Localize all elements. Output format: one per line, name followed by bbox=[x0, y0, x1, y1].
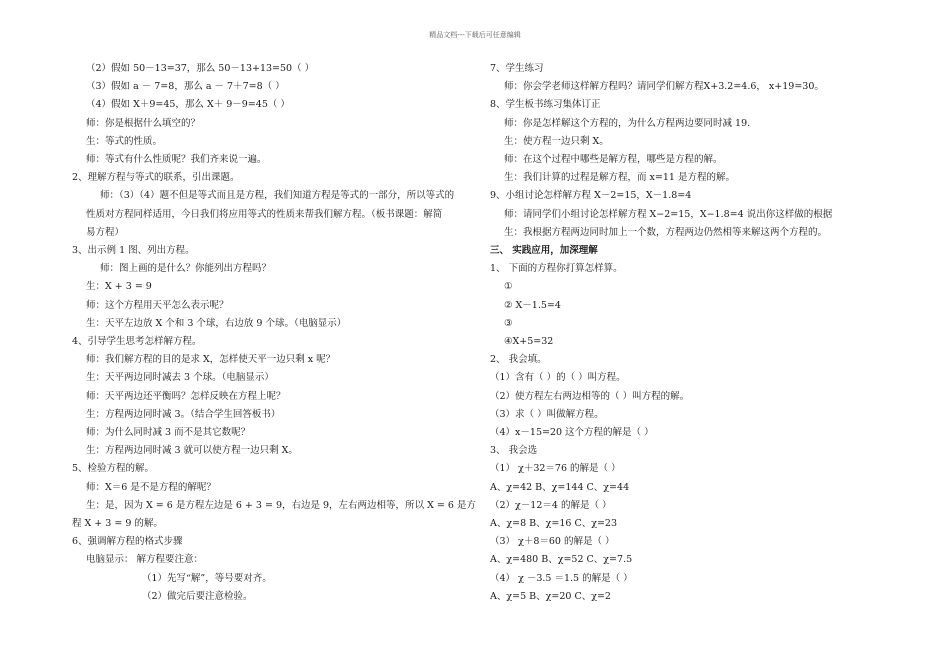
text-line: （2）做完后要注意检验。 bbox=[142, 590, 253, 602]
text-line: 6、强调解方程的格式步骤 bbox=[72, 536, 183, 548]
text-line: （1） χ＋32＝76 的解是（ ） bbox=[490, 463, 621, 475]
text-line: （3） χ＋8＝60 的解是（ ） bbox=[490, 536, 615, 548]
text-line: 师：（3）（4）题不但是等式而且是方程，我们知道方程是等式的一部分，所以等式的 bbox=[100, 190, 455, 202]
text-line: 生：X + 3 = 9 bbox=[86, 281, 152, 293]
text-line: 师：图上画的是什么？你能列出方程吗？ bbox=[100, 263, 272, 275]
text-line: 1、 下面的方程你打算怎样算。 bbox=[490, 263, 623, 275]
text-line: （1）含有（ ）的（ ）叫方程。 bbox=[490, 372, 626, 384]
text-line: （4）假如 X＋9=45，那么 X＋ 9－9=45（ ） bbox=[86, 99, 290, 111]
text-line: 师：这个方程用天平怎么表示呢？ bbox=[86, 299, 229, 311]
text-line: 易方程） bbox=[86, 226, 125, 238]
text-line: 2、 我会填。 bbox=[490, 354, 547, 366]
text-line: 程 X + 3 = 9 的解。 bbox=[72, 518, 163, 530]
text-line: （4）x－15=20 这个方程的解是（ ） bbox=[490, 427, 654, 439]
text-line: （2）使方程左右两边相等的（ ）叫方程的解。 bbox=[490, 390, 690, 402]
text-line: 师：你会学老师这样解方程吗？请同学们解方程X+3.2=4.6， x+19=30。 bbox=[504, 81, 824, 93]
text-line: 2、理解方程与等式的联系，引出课题。 bbox=[72, 172, 240, 184]
text-line: 生：方程两边同时减 3。（结合学生回答板书） bbox=[86, 408, 281, 420]
text-line: ③ bbox=[504, 317, 513, 329]
text-line: 师：天平两边还平衡吗？怎样反映在方程上呢？ bbox=[86, 390, 286, 402]
text-line: 师：我们解方程的目的是求 X，怎样使天平一边只剩 x 呢？ bbox=[86, 354, 336, 366]
text-line: 生：等式的性质。 bbox=[86, 135, 163, 147]
text-line: （3）假如 a － 7=8，那么 a － 7＋7=8（ ） bbox=[86, 81, 285, 93]
left-column bbox=[72, 60, 476, 606]
text-line: （4） χ －3.5 ＝1.5 的解是（ ） bbox=[490, 572, 633, 584]
text-line: 生：我们计算的过程是解方程，而 x=11 是方程的解。 bbox=[504, 172, 735, 184]
text-line: 7、学生练习 bbox=[490, 63, 544, 74]
text-line: 4、引导学生思考怎样解方程。 bbox=[72, 336, 202, 348]
text-line: （2）假如 50－13=37，那么 50－13+13=50（ ） bbox=[86, 63, 315, 74]
text-line: 3、出示例 1 图、列出方程。 bbox=[72, 245, 195, 257]
text-line: 师：X＝6 是不是方程的解呢？ bbox=[86, 481, 216, 493]
text-line: 师：等式有什么性质呢？我们齐来说一遍。 bbox=[86, 154, 267, 166]
text-line: ② X－1.5=4 bbox=[504, 299, 561, 311]
text-line: 生：使方程一边只剩 X。 bbox=[504, 135, 609, 147]
text-line: 师：你是怎样解这个方程的，为什么方程两边要同时减 19. bbox=[504, 117, 751, 129]
text-line: A、χ=42 B、χ=144 C、χ=44 bbox=[490, 481, 630, 493]
text-line: 生：方程两边同时减 3 就可以使方程一边只剩 X。 bbox=[86, 445, 298, 457]
text-line: 5、检验方程的解。 bbox=[72, 463, 155, 475]
text-line: 师：你是根据什么填空的？ bbox=[86, 117, 201, 129]
text-line: 三、 实践应用，加深理解 bbox=[490, 245, 598, 257]
text-line: 8、学生板书练习集体订正 bbox=[490, 99, 601, 111]
text-line: 师：为什么同时减 3 而不是其它数呢？ bbox=[86, 427, 251, 439]
text-line: （3）求（ ）叫做解方程。 bbox=[490, 408, 604, 420]
text-line: 师：请同学们小组讨论怎样解方程 X−2=15，X−1.8=4 说出你这样做的根据 bbox=[504, 208, 833, 220]
right-column bbox=[490, 60, 890, 606]
text-line: 生：是，因为 X = 6 是方程左边是 6 + 3 = 9，右边是 9，左右两边相等，所以 X = 6 是方 bbox=[86, 499, 476, 511]
text-line: 9、小组讨论怎样解方程 X－2=15，X－1.8=4 bbox=[490, 190, 692, 202]
text-line: 生：天平两边同时减去 3 个球。（电脑显示） bbox=[86, 372, 274, 384]
text-line: A、χ=480 B、χ=52 C、χ=7.5 bbox=[490, 554, 633, 566]
text-line: 3、 我会选 bbox=[490, 445, 538, 457]
text-line: 生：天平左边放 X 个和 3 个球，右边放 9 个球。（电脑显示） bbox=[86, 317, 347, 329]
text-line: （2）χ－12＝4 的解是（ ） bbox=[490, 499, 612, 511]
text-line: A、χ=8 B、χ=16 C、χ=23 bbox=[490, 518, 618, 530]
text-line: 性质对方程同样适用，今日我们将应用等式的性质来帮我们解方程。（板书课题：解简 bbox=[86, 208, 443, 220]
text-line: 生：我根据方程两边同时加上一个数，方程两边仍然相等来解这两个方程的。 bbox=[504, 226, 828, 238]
text-line: 师：在这个过程中哪些是解方程，哪些是方程的解。 bbox=[504, 154, 723, 166]
text-line: A、χ=5 B、χ=20 C、χ=2 bbox=[490, 590, 611, 602]
page-header: 精品文档---下载后可任意编辑 bbox=[429, 31, 521, 39]
text-line: （1）先写“解”，等号要对齐。 bbox=[142, 572, 272, 584]
text-line: ④X+5=32 bbox=[504, 336, 554, 348]
text-line: 电脑显示： 解方程要注意： bbox=[86, 554, 204, 566]
text-line: ① bbox=[504, 281, 513, 293]
